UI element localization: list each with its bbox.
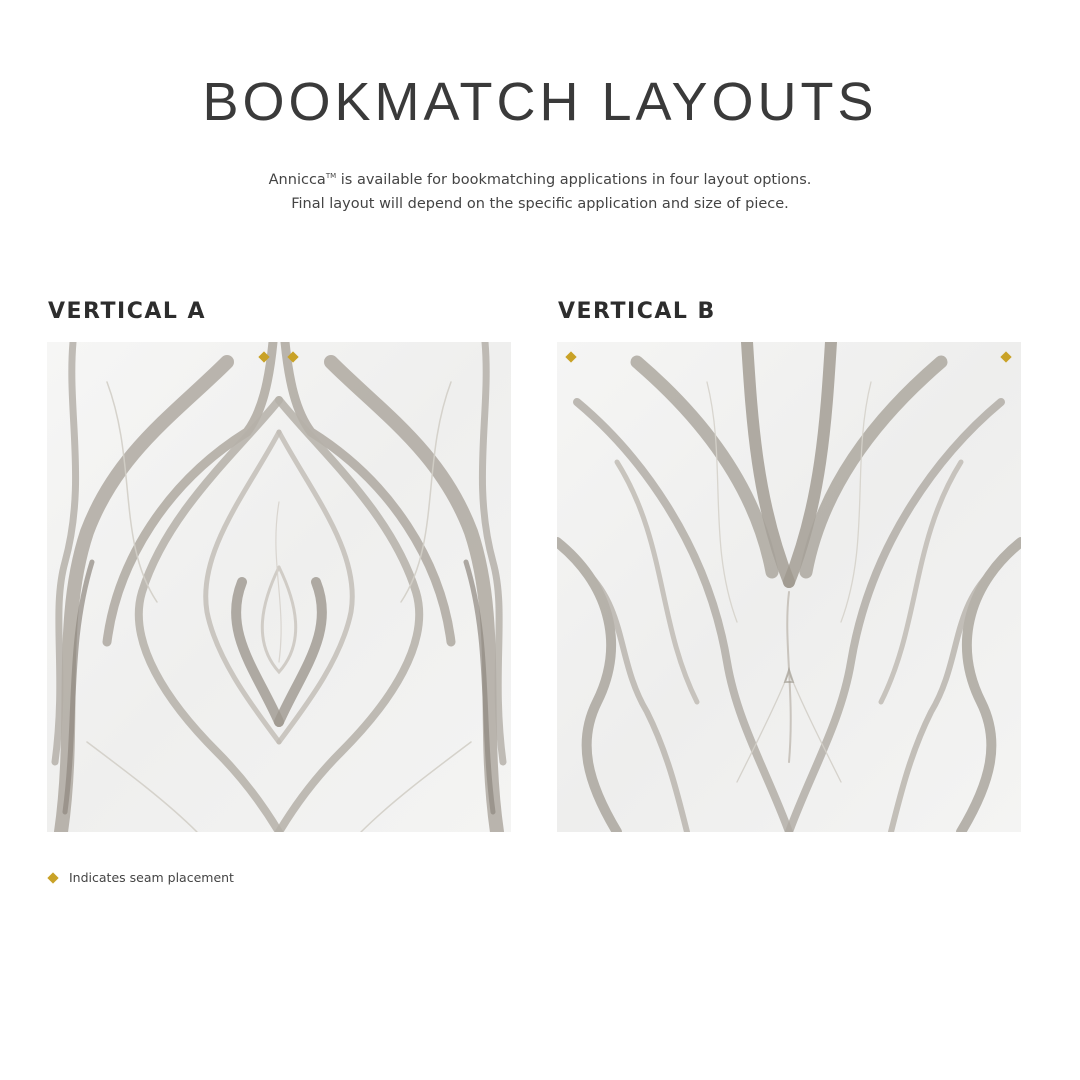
layout-label-vertical-b: VERTICAL B — [558, 299, 716, 324]
seam-diamond-icon — [47, 872, 58, 883]
seam-legend — [47, 870, 234, 885]
seam-legend-text: Indicates seam placement — [69, 870, 234, 885]
layout-label-vertical-a: VERTICAL A — [48, 299, 207, 324]
page-subtitle — [0, 164, 1080, 216]
layout-image-vertical-b — [557, 342, 1021, 832]
subtitle-line-1 — [0, 164, 1080, 192]
marble-slab-vertical-b — [557, 342, 1021, 832]
page-title-text: BOOKMATCH LAYOUTS — [202, 72, 878, 132]
brand-name: Annicca — [268, 171, 326, 188]
subtitle-line-2: Final layout will depend on the specific application and size of piece. — [291, 195, 789, 212]
marble-slab-vertical-a — [47, 342, 511, 832]
page-title — [0, 70, 1080, 134]
trademark-mark: TM — [325, 172, 337, 180]
layout-image-vertical-a — [47, 342, 511, 832]
subtitle-line-1-text: is available for bookmatching applications in four layout options. — [336, 171, 812, 188]
